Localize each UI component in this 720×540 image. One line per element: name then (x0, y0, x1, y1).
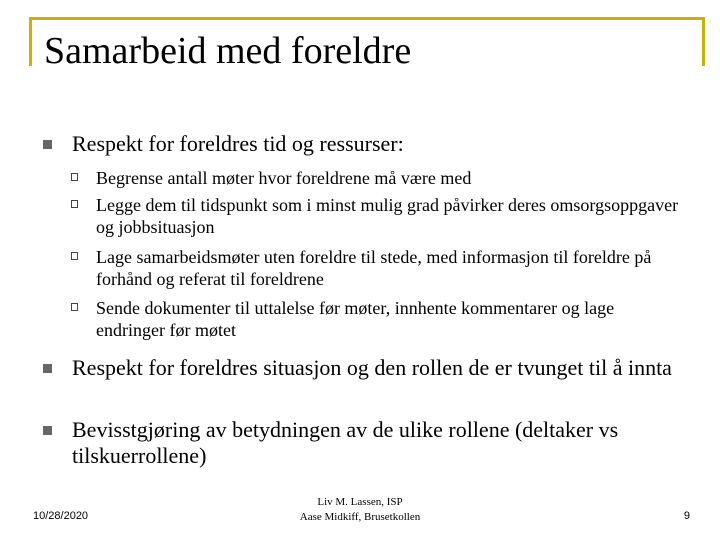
slide-title: Samarbeid med foreldre (44, 30, 412, 72)
bullet-text: Respekt for foreldres tid og ressurser: (72, 131, 404, 156)
hollow-square-bullet-icon (71, 173, 78, 181)
hollow-square-bullet-icon (71, 303, 78, 311)
footer-author (250, 495, 470, 525)
sub-bullet-item (96, 297, 686, 341)
sub-bullet-item (96, 167, 686, 189)
sub-bullet-text: Lage samarbeidsmøter uten foreldre til stede, med informasjon til foreldre på forhånd og referat til foreldrene (96, 247, 652, 289)
bullet-item (72, 355, 692, 381)
footer-author-line: Liv M. Lassen, ISP (317, 496, 403, 508)
footer-author-line: Aase Midkiff, Brusetkollen (299, 511, 421, 523)
page-number: 9 (683, 510, 690, 522)
hollow-square-bullet-icon (71, 252, 78, 260)
sub-bullet-text: Sende dokumenter til uttalelse før møter, innhente kommentarer og lage endringer før møtet (96, 298, 615, 340)
square-bullet-icon (43, 364, 52, 373)
bullet-item (72, 417, 692, 469)
bullet-text: Respekt for foreldres situasjon og den rollen de er tvunget til å innta (72, 355, 672, 380)
bullet-text: Bevisstgjøring av betydningen av de ulike rollene (deltaker vs tilskuerrollene) (72, 417, 619, 468)
square-bullet-icon (43, 426, 52, 435)
sub-bullet-item (96, 194, 686, 238)
square-bullet-icon (43, 140, 52, 149)
sub-bullet-text: Begrense antall møter hvor foreldrene må være med (96, 168, 472, 188)
sub-bullet-text: Legge dem til tidspunkt som i minst mulig grad påvirker deres omsorgsoppgaver og jobbsituasjon (96, 195, 679, 237)
bullet-item (72, 131, 692, 157)
footer-date: 10/28/2020 (33, 510, 89, 522)
sub-bullet-item (96, 246, 686, 290)
hollow-square-bullet-icon (71, 200, 78, 208)
